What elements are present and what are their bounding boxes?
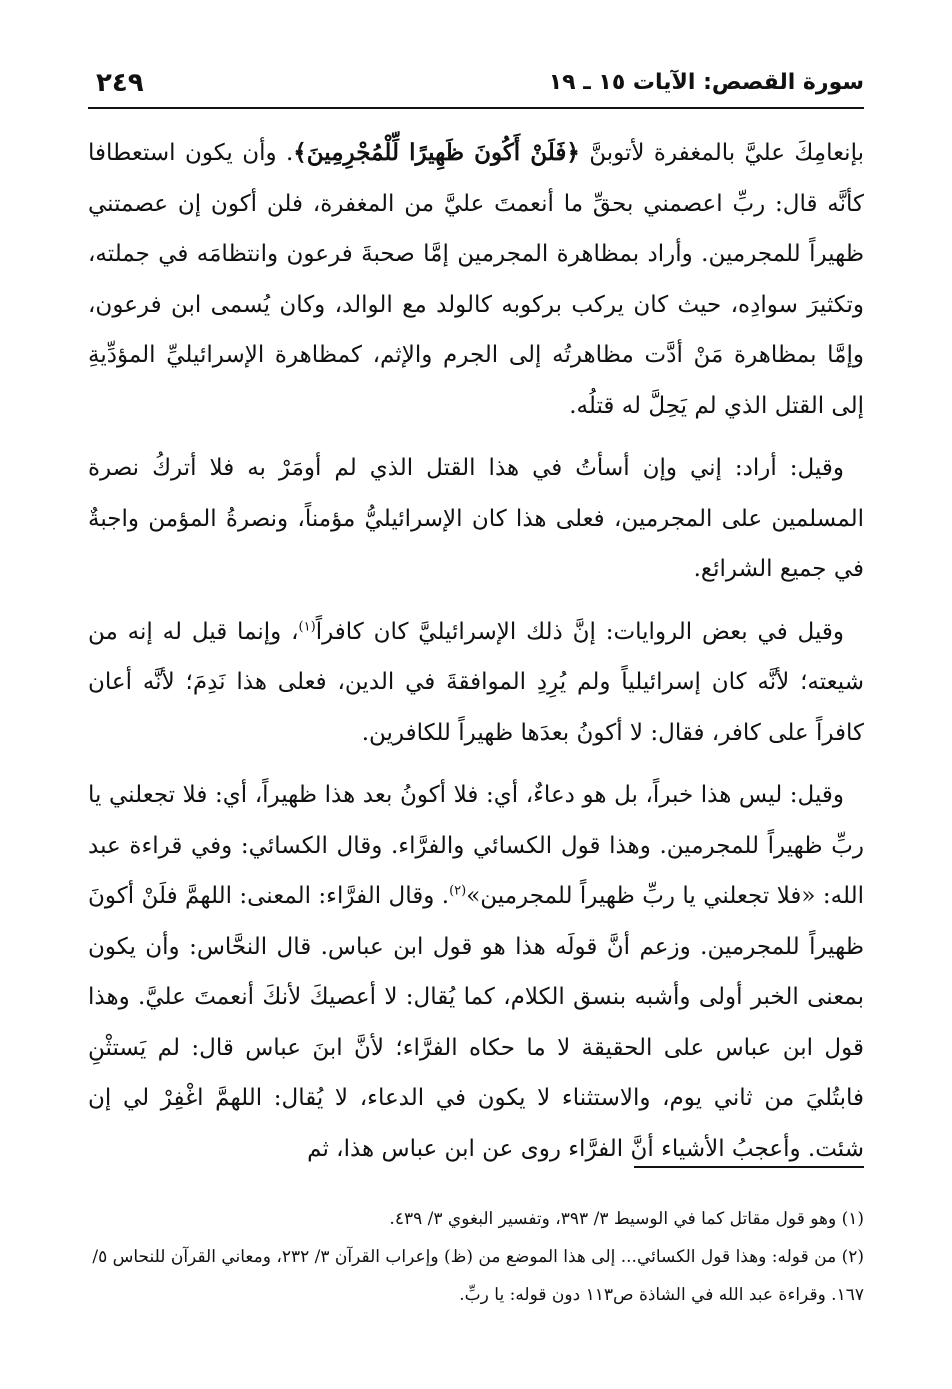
paragraph-4-text-a: وقيل: ليس هذا خبراً، بل هو دعاءٌ، أي: فلا أكونُ بعد هذا ظهيراً، أي: فلا تجعلني يا ربِّ ظهيراً للمجرمين. وهذا قول الكسائي والفرَّاء. وقال الكسائي: وفي قراءة عبد الله: «فلا تجعلني يا ربِّ ظهيراً للمجرمين» <box>88 782 864 909</box>
paragraph-1 <box>88 128 864 431</box>
paragraph-1-text-a: بإنعامِكَ عليَّ بالمغفرة لأتوبنَّ <box>579 140 864 166</box>
page-header <box>88 66 864 106</box>
paragraph-3-text-b: ، وإنما قيل له إنه من شيعته؛ لأنَّه كان إسرائيلياً ولم يُرِدِ الموافقةَ في الدين، فعلى هذا نَدِمَ؛ لأنَّه أعان كافراً على كافر، فقال: لا أكونُ بعدَها ظهيراً للكافرين. <box>88 618 864 746</box>
quran-verse: ﴿فَلَنْ أَكُونَ ظَهِيرًا لِّلْمُجْرِمِينَ﴾ <box>293 139 580 166</box>
footnote-1: (١) وهو قول مقاتل كما في الوسيط ٣/ ٣٩٣، وتفسير البغوي ٣/ ٤٣٩. <box>389 1209 864 1229</box>
footnote-ref-2[interactable]: (٢) <box>449 883 467 899</box>
paragraph-2: وقيل: أراد: إني وإن أسأتُ في هذا القتل الذي لم أومَرْ به فلا أتركُ نصرة المسلمين على المجرمين، فعلى هذا كان الإسرائيليُّ مؤمناً، ونصرةُ المؤمن واجبةٌ في جميع الشرائع. <box>88 455 864 582</box>
paragraph-4 <box>88 770 864 1174</box>
paragraph-1-text-b: . وأن يكون استعطافا كأنَّه قال: ربِّ اعصمني بحقِّ ما أنعمتَ عليَّ من المغفرة، فلن أكون إن عصمتني ظهيراً للمجرمين. وأراد بمظاهرة المجرمين إمَّا صحبةَ فرعون وانتظامَه في جملته، وتكثيرَ سوادِه، حيث كان يركب بركوبه كالولد مع الوالد، وكان يُسمى ابن فرعون، وإمَّا بمظاهرة مَنْ أدَّت مظاهرتُه إلى الجرم والإثم، كمظاهرة الإسرائيليِّ المؤدِّيةِ إلى القتل الذي لم يَحِلَّ له قتلُه. <box>88 140 864 419</box>
footnote-ref-1[interactable]: (١) <box>298 618 316 634</box>
footnote-separator <box>634 1166 864 1168</box>
paragraph-4-text-b: . وقال الفرَّاء: المعنى: اللهمَّ فلَنْ أكونَ ظهيراً للمجرمين. وزعم أنَّ قولَه هذا هو قول ابن عباس. قال النحَّاس: وأن يكون بمعنى الخبر أولى وأشبه بنسق الكلام، كما يُقال: لا أعصيكَ لأنكَ أنعمتَ عليَّ. وهذا قول ابن عباس على الحقيقة لا ما حكاه الفرَّاء؛ لأنَّ ابنَ عباس قال: لم يَستثْنِ فابتُليَ من ثاني يوم، والاستثناء لا يكون في الدعاء، لا يُقال: اللهمَّ اغْفِرْ لي إن شئت. وأعجبُ الأشياء أنَّ الفرَّاء روى عن ابن عباس هذا، ثم <box>88 883 864 1162</box>
footnote-2: (٢) من قوله: وهذا قول الكسائي... إلى هذا الموضع من (ظ) وإعراب القرآن ٣/ ٢٣٢، ومعاني القرآن للنحاس ٥/ ١٦٧. وقراءة عبد الله في الشاذة ص١١٣ دون قوله: يا ربِّ. <box>92 1247 864 1305</box>
paragraph-3 <box>88 607 864 759</box>
paragraph-3-text-a: وقيل في بعض الروايات: إنَّ ذلك الإسرائيليَّ كان كافراً <box>315 618 844 645</box>
footnotes <box>88 1200 864 1314</box>
page-number: ٢٤٩ <box>96 68 144 98</box>
header-rule <box>88 107 864 109</box>
main-text <box>88 128 864 1186</box>
running-title: سورة القصص: الآيات ١٥ ـ ١٩ <box>548 70 864 95</box>
